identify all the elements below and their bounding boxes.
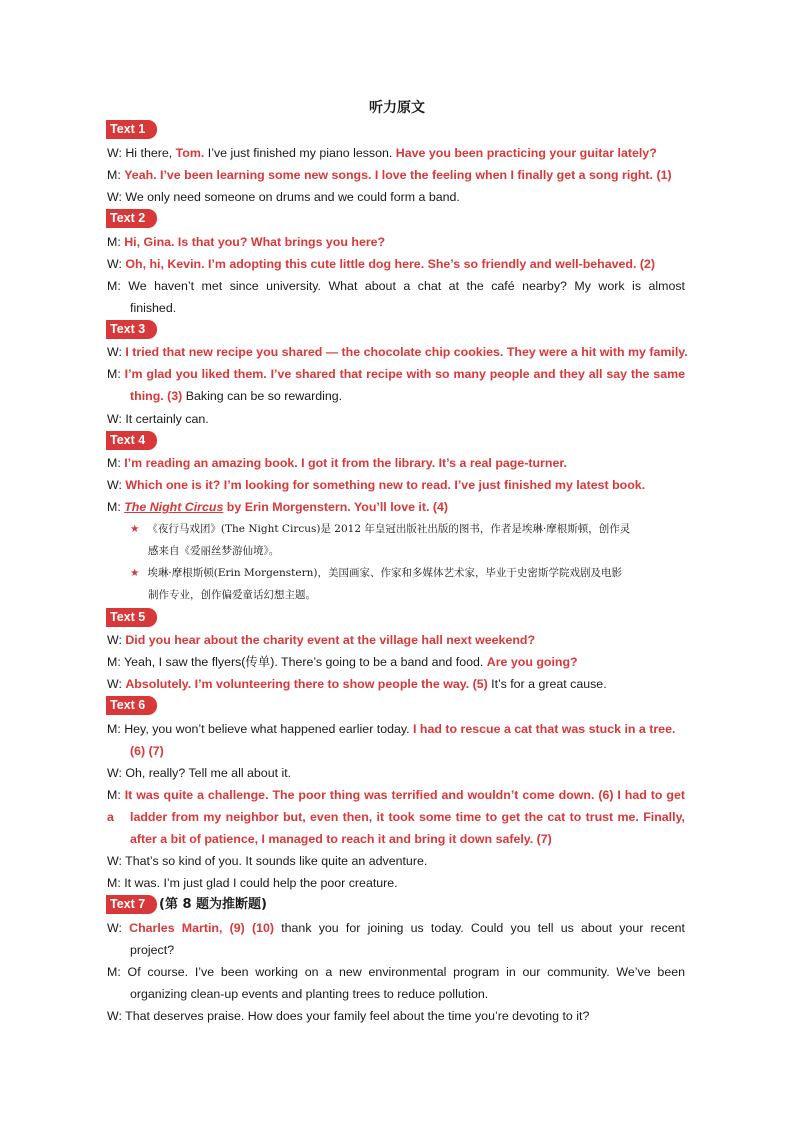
t5-line-1: W: Did you hear about the charity event at the village hall next weekend? <box>107 633 536 647</box>
t4-note-2: ★ 埃琳·摩根斯顿(Erin Morgenstern)，美国画家、作家和多媒体艺术家，毕业于史密斯学院戏剧及电影 <box>130 567 622 579</box>
t7-line-3: W: That deserves praise. How does your family feel about the time you’re devoting to it? <box>107 1009 590 1023</box>
t4-note-1-cont: 感来自《爱丽丝梦游仙境》。 <box>148 545 280 557</box>
text-4-label: Text 4 <box>106 431 157 450</box>
star-icon: ★ <box>130 523 140 535</box>
t6-line-2: W: Oh, really? Tell me all about it. <box>107 766 292 780</box>
t2-line-3-cont: finished. <box>130 301 177 315</box>
text-7-note: (第 8 题为推断题) <box>159 897 267 912</box>
t2-line-2: W: Oh, hi, Kevin. I’m adopting this cute little dog here. She’s so friendly and well-behaved. (2) <box>107 257 656 271</box>
t7-line-2: M: Of course. I’ve been working on a new environmental program in our community. We’ve been <box>107 965 685 979</box>
t6-line-3-cont2: after a bit of patience, I managed to reach it and bring it down safely. (7) <box>130 832 552 846</box>
t6-line-1: M: Hey, you won’t believe what happened earlier today. I had to rescue a cat that was stuck in a tree. <box>107 722 676 736</box>
text-3-label: Text 3 <box>106 320 157 339</box>
t7-line-2-cont: organizing clean-up events and planting trees to reduce pollution. <box>130 987 489 1001</box>
t4-line-1: M: I’m reading an amazing book. I got it from the library. It’s a real page-turner. <box>107 456 567 470</box>
t3-line-3: W: It certainly can. <box>107 412 209 426</box>
page-title: 听力原文 <box>369 100 425 116</box>
text-6-label: Text 6 <box>106 696 157 715</box>
t5-line-3: W: Absolutely. I’m volunteering there to show people the way. (5) It’s for a great cause. <box>107 677 607 691</box>
text-2-label: Text 2 <box>106 209 157 228</box>
t4-note-1: ★ 《夜行马戏团》(The Night Circus)是 2012 年皇冠出版社出版的图书，作者是埃琳·摩根斯顿，创作灵 <box>130 523 631 535</box>
t3-line-2: M: I’m glad you liked them. I’ve shared that recipe with so many people and they all say the same <box>107 367 685 381</box>
t3-line-1: W: I tried that new recipe you shared — the chocolate chip cookies. They were a hit with my family. <box>107 345 688 359</box>
t7-line-1: W: Charles Martin, (9) (10) thank you for joining us today. Could you tell us about your recent <box>107 921 685 935</box>
t6-line-3: M: It was quite a challenge. The poor thing was terrified and wouldn’t come down. (6) I had to get a <box>107 788 685 824</box>
t4-line-2: W: Which one is it? I’m looking for something new to read. I’ve just finished my latest book. <box>107 478 646 492</box>
t3-line-2-cont: thing. (3) Baking can be so rewarding. <box>130 389 343 403</box>
t4-line-3: M: The Night Circus by Erin Morgenstern. You’ll love it. (4) <box>107 500 449 514</box>
t2-line-3: M: We haven’t met since university. What about a chat at the café nearby? My work is almost <box>107 279 685 293</box>
t6-line-1-cont: (6) (7) <box>130 744 164 758</box>
t6-line-4: W: That’s so kind of you. It sounds like quite an adventure. <box>107 854 428 868</box>
t6-line-3-cont1: ladder from my neighbor but, even then, it took some time to get the cat to trust me. Finally, <box>130 810 685 824</box>
text-5-label: Text 5 <box>106 608 157 627</box>
t1-line-1: W: Hi there, Tom. I’ve just finished my piano lesson. Have you been practicing your guitar lately? <box>107 146 657 160</box>
t2-line-1: M: Hi, Gina. Is that you? What brings you here? <box>107 235 386 249</box>
text-1-label: Text 1 <box>106 120 157 139</box>
text-7-label: Text 7 <box>106 895 157 914</box>
t1-line-3: W: We only need someone on drums and we could form a band. <box>107 190 460 204</box>
t6-line-5: M: It was. I’m just glad I could help the poor creature. <box>107 876 398 890</box>
t7-line-1-cont: project? <box>130 943 175 957</box>
star-icon: ★ <box>130 567 140 579</box>
t5-line-2: M: Yeah, I saw the flyers(传单). There’s going to be a band and food. Are you going? <box>107 655 578 669</box>
t1-line-2: M: Yeah. I’ve been learning some new songs. I love the feeling when I finally get a song right. (1) <box>107 168 672 182</box>
t4-note-2-cont: 制作专业，创作偏爱童话幻想主题。 <box>148 589 316 601</box>
